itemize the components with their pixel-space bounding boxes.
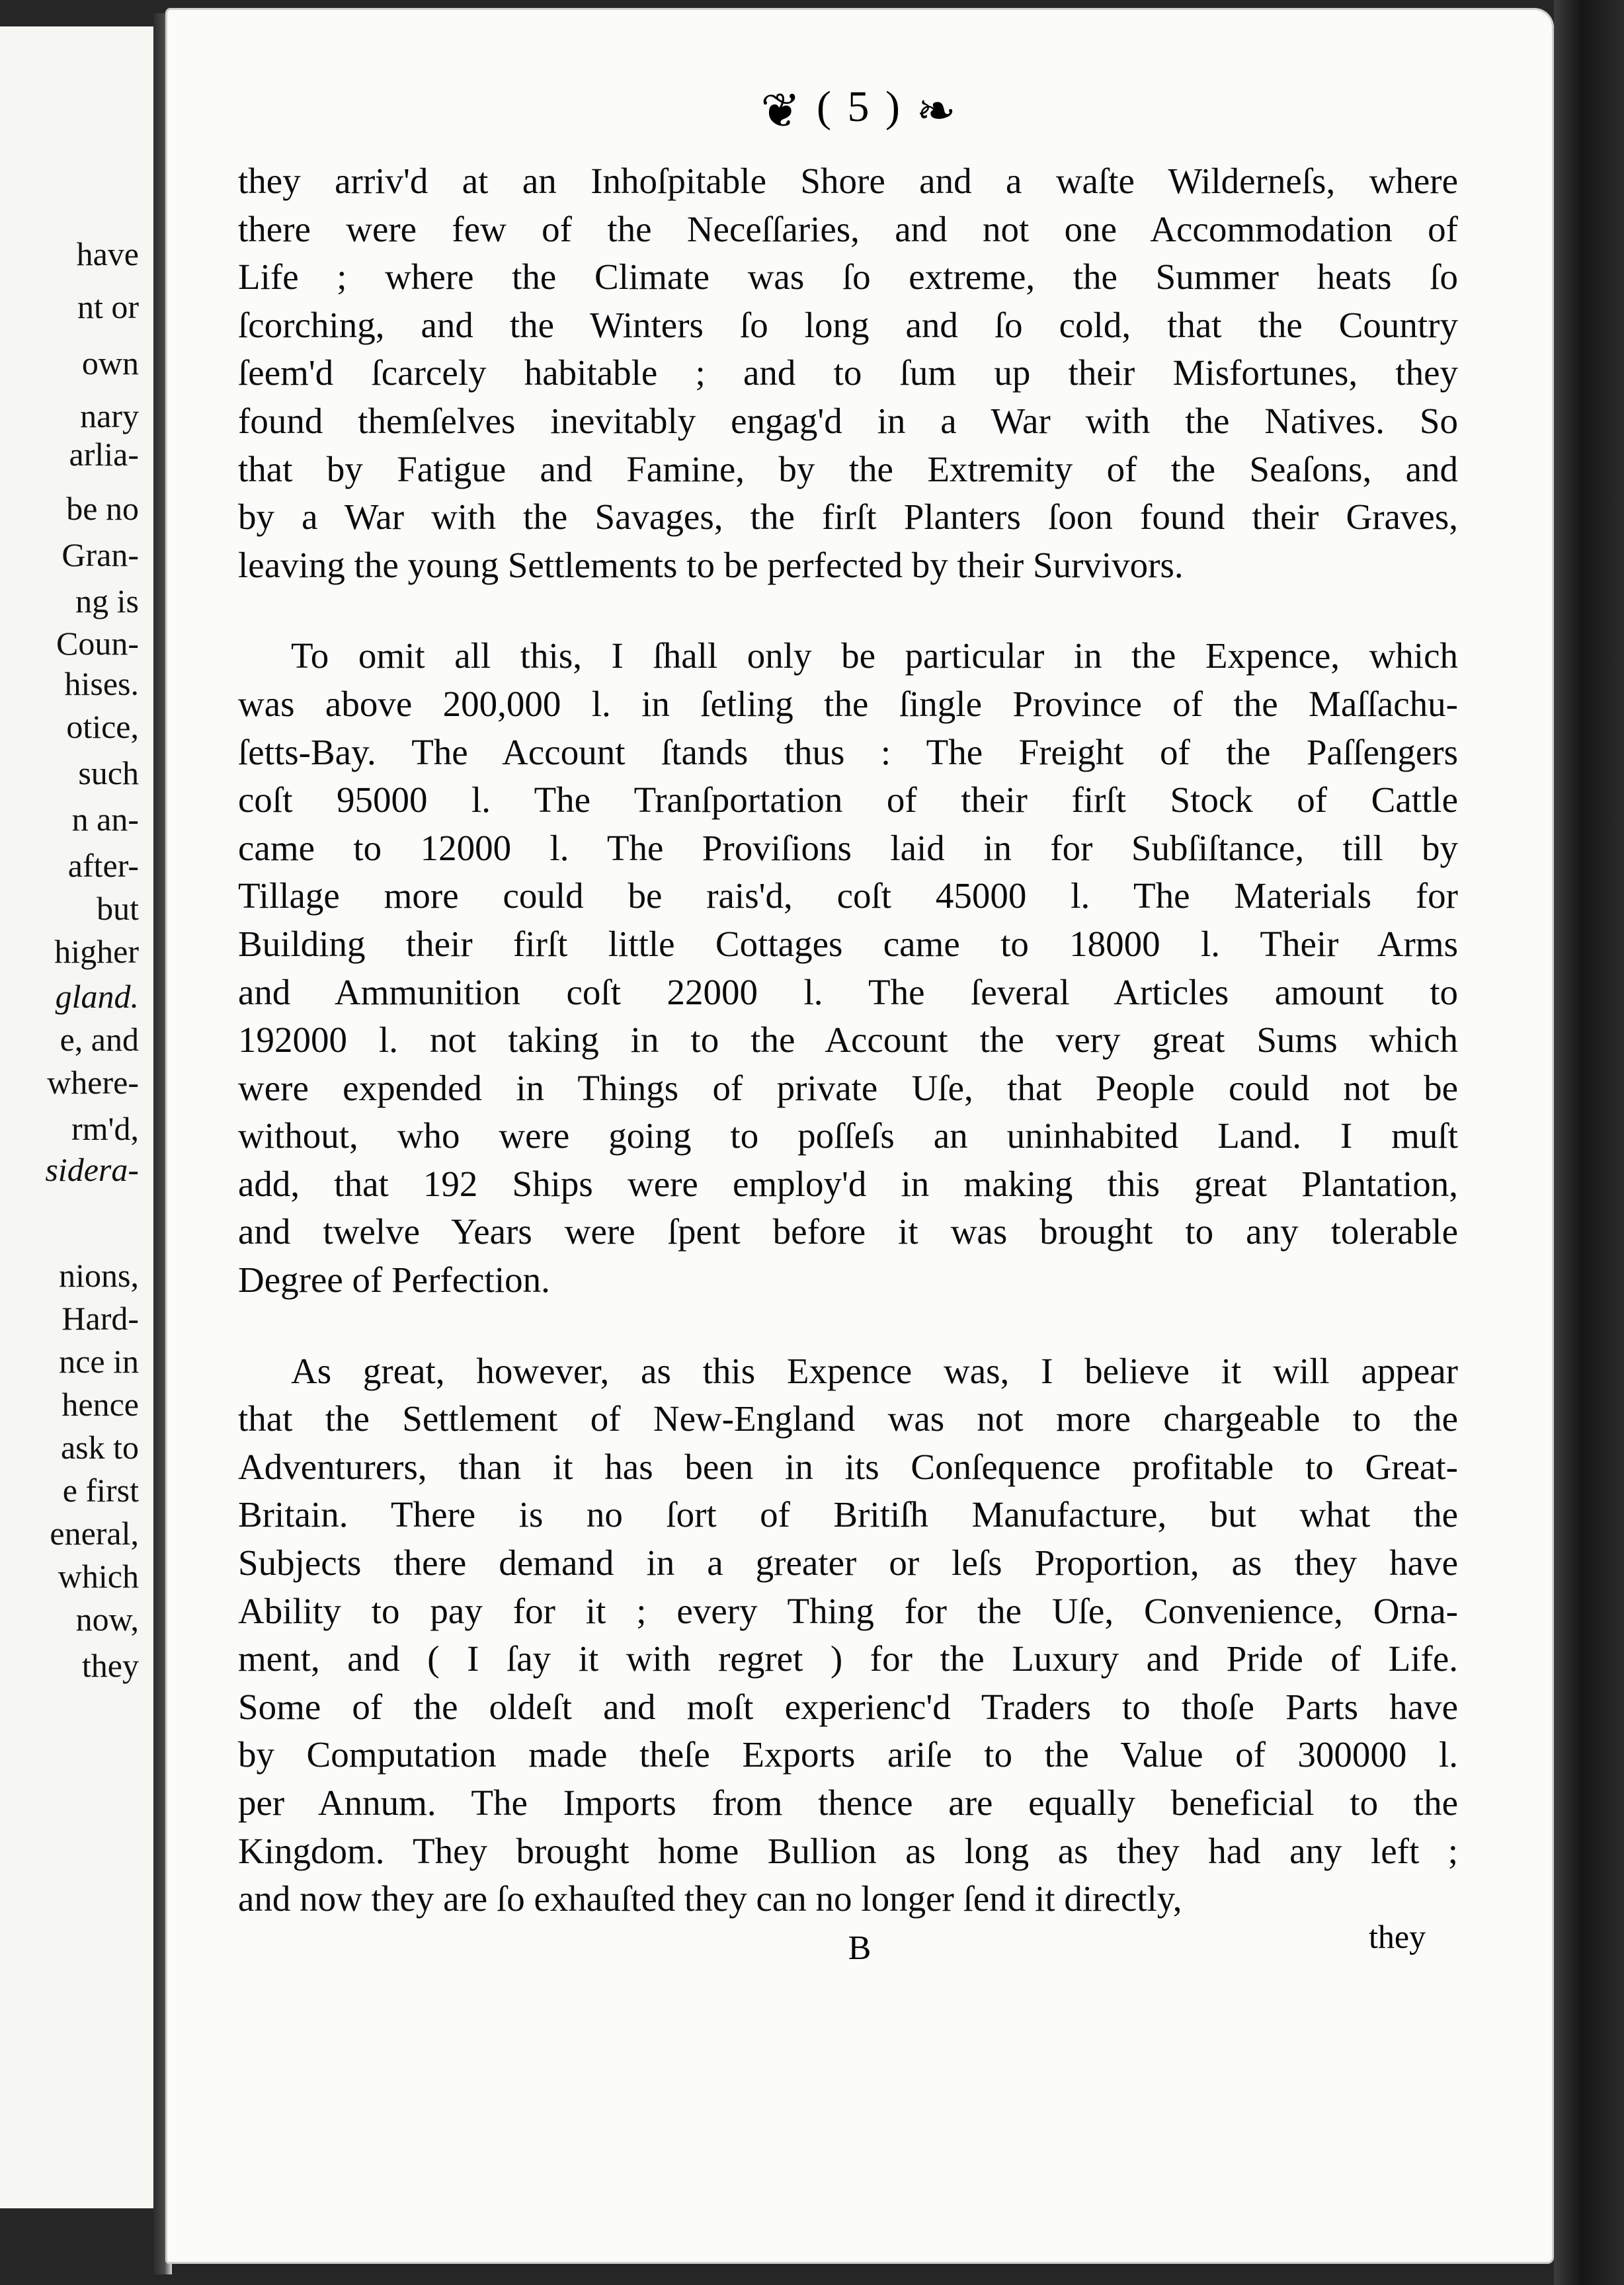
text-line: Ability to pay for it ; every Thing for the Uſe, Convenience, Orna- — [238, 1590, 1458, 1631]
left-ornament-icon: ❦ — [760, 85, 803, 138]
book-edge — [1554, 0, 1624, 2285]
text-line: they arriv'd at an Inhoſpitable Shore and a waſte Wilderneſs, where — [238, 161, 1458, 201]
facing-page-line: hises. — [64, 665, 139, 702]
text-line: ſcorching, and the Winters ſo long and ſo cold, that the Country — [238, 304, 1458, 345]
page-body — [238, 157, 1458, 1923]
text-line: were expended in Things of private Uſe, that People could not be — [238, 1067, 1458, 1108]
text-line: came to 12000 l. The Proviſions laid in for Subſiſtance, till by — [238, 827, 1458, 868]
text-line: add, that 192 Ships were employ'd in making this great Plantation, — [238, 1163, 1458, 1204]
text-line: Building their firſt little Cottages came to 18000 l. Their Arms — [238, 923, 1458, 964]
text-line: Britain. There is no ſort of Britiſh Manufacture, but what the — [238, 1494, 1458, 1535]
facing-page-line: sidera- — [45, 1151, 139, 1188]
text-line: To omit all this, I ſhall only be particular in the Expence, which — [291, 635, 1458, 676]
facing-page-line: now, — [75, 1601, 139, 1638]
facing-page-line: eneral, — [50, 1515, 139, 1552]
facing-page-line: rm'd, — [71, 1110, 139, 1147]
text-line: Degree of Perfection. — [238, 1260, 550, 1301]
facing-page-line: Gran- — [61, 536, 139, 573]
text-line: that by Fatigue and Famine, by the Extremity of the Seaſons, and — [238, 448, 1458, 489]
facing-page-line: nions, — [59, 1257, 139, 1294]
facing-page-line: nt or — [77, 288, 139, 325]
page-number: ( 5 ) — [817, 83, 903, 131]
text-line: by Computation made theſe Exports ariſe to the Value of 300000 l. — [238, 1734, 1458, 1775]
text-line: ment, and ( I ſay it with regret ) for the Luxury and Pride of Life. — [238, 1638, 1458, 1679]
signature-mark: B — [848, 1929, 872, 1967]
text-line: Adventurers, than it has been in its Conſequence profitable to Great- — [238, 1446, 1458, 1487]
facing-page-line: be no — [66, 490, 139, 527]
facing-page-line: e, and — [60, 1021, 139, 1058]
facing-page-line: nce in — [59, 1343, 139, 1380]
paragraph — [238, 1347, 1458, 1923]
facing-page-line: after- — [67, 847, 139, 884]
facing-page-line: but — [97, 890, 139, 927]
book-page — [165, 8, 1554, 2264]
text-line: Some of the oldeſt and moſt experienc'd Traders to thoſe Parts have — [238, 1686, 1458, 1727]
paragraph-gap — [238, 1304, 1458, 1347]
facing-page-line: ng is — [75, 582, 139, 620]
right-ornament-icon: ❧ — [916, 85, 959, 138]
text-line: per Annum. The Imports from thence are equally beneficial to the — [238, 1783, 1458, 1823]
text-line: Tillage more could be rais'd, coſt 45000 l. The Materials for — [238, 875, 1458, 916]
text-line: there were few of the Neceſſaries, and not one Accommodation of — [238, 208, 1458, 249]
facing-page-line: Hard- — [61, 1300, 139, 1337]
text-line: ſeem'd ſcarcely habitable ; and to ſum up their Misfortunes, they — [238, 352, 1458, 393]
text-line: leaving the young Settlements to be perfected by their Survivors. — [238, 544, 1184, 585]
facing-page-line: gland. — [55, 978, 139, 1015]
facing-page-line: where- — [47, 1064, 139, 1101]
catchword: they — [1369, 1918, 1426, 1955]
text-line: As great, however, as this Expence was, I believe it will appear — [291, 1350, 1458, 1391]
facing-page-line: arlia- — [69, 436, 139, 473]
facing-page-line: ask to — [60, 1429, 139, 1466]
text-line: that the Settlement of New-England was not more chargeable to the — [238, 1398, 1458, 1439]
facing-page-line: otice, — [66, 708, 139, 745]
text-line: and Ammunition coſt 22000 l. The ſeveral Articles amount to — [238, 971, 1458, 1012]
text-line: found themſelves inevitably engag'd in a War with the Natives. So — [238, 400, 1458, 441]
text-line: 192000 l. not taking in to the Account the very great Sums which — [238, 1020, 1458, 1061]
paragraph-gap — [238, 589, 1458, 632]
text-line: and now they are ſo exhauſted they can no longer ſend it directly, — [238, 1878, 1182, 1919]
text-line: Life ; where the Climate was ſo extreme, the Summer heats ſo — [238, 257, 1458, 298]
facing-page-line: n an- — [71, 801, 139, 838]
facing-page-line: Coun- — [56, 625, 139, 662]
facing-page-line: they — [81, 1647, 139, 1684]
paragraph — [238, 157, 1458, 589]
text-line: Kingdom. They brought home Bullion as long as they had any left ; — [238, 1830, 1458, 1871]
facing-page-line: nary — [80, 397, 139, 434]
page-header — [165, 82, 1554, 139]
text-line: and twelve Years were ſpent before it was brought to any tolerable — [238, 1211, 1458, 1252]
facing-page-line: higher — [54, 933, 139, 970]
text-line: by a War with the Savages, the firſt Planters ſoon found their Graves, — [238, 497, 1458, 538]
text-line: was above 200,000 l. in ſetling the ſingle Province of the Maſſachu- — [238, 683, 1458, 724]
facing-page-line: own — [81, 344, 139, 381]
facing-page-line: e first — [62, 1472, 139, 1509]
text-line: Subjects there demand in a greater or leſs Proportion, as they have — [238, 1543, 1458, 1583]
facing-page-fragment — [0, 26, 157, 2208]
text-line: without, who were going to poſſeſs an uninhabited Land. I muſt — [238, 1115, 1458, 1156]
facing-page-line: which — [58, 1558, 139, 1595]
facing-page-line: have — [76, 235, 139, 272]
paragraph — [238, 632, 1458, 1304]
facing-page-line: such — [78, 754, 139, 791]
text-line: ſetts-Bay. The Account ſtands thus : The Freight of the Paſſengers — [238, 731, 1458, 772]
text-line: coſt 95000 l. The Tranſportation of their firſt Stock of Cattle — [238, 780, 1458, 821]
facing-page-line: hence — [61, 1386, 139, 1423]
